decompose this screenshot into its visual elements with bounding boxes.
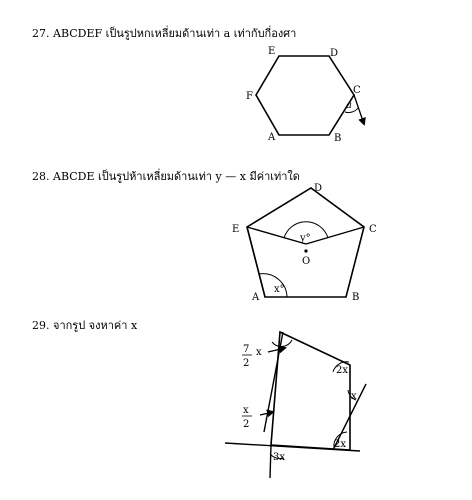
hexagon-figure bbox=[246, 46, 364, 144]
quadrilateral-figure bbox=[225, 332, 366, 478]
segment-ae bbox=[247, 227, 265, 297]
pentagon-figure bbox=[232, 183, 377, 303]
left-bottom-extension bbox=[270, 445, 271, 478]
vertex-label-f: F bbox=[246, 91, 253, 102]
segment-eo bbox=[247, 227, 306, 244]
extension-arrow bbox=[354, 95, 364, 124]
quadrilateral-shape bbox=[271, 332, 350, 450]
angle-label-y: y° bbox=[300, 233, 311, 244]
angle-label-3x: 3x bbox=[273, 452, 286, 463]
vertex-label-b: B bbox=[334, 133, 342, 144]
lower-left-arrow bbox=[260, 412, 273, 415]
hexagon-shape bbox=[256, 56, 354, 135]
vertex-label-e: E bbox=[268, 46, 276, 57]
question-text: ABCDEF เป็นรูปหกเหลี่ยมด้านเท่า a เท่ากับกี่องศา bbox=[53, 27, 297, 40]
vertex-label-e: E bbox=[232, 224, 240, 235]
vertex-label-a: A bbox=[268, 132, 276, 143]
vertex-label-d: D bbox=[330, 48, 339, 59]
angle-label-a: a bbox=[346, 100, 352, 111]
angle-label-x: x° bbox=[274, 284, 285, 295]
question-number: 27. bbox=[32, 27, 50, 40]
fraction-num-7: 7 bbox=[243, 344, 250, 355]
fraction-den-2: 2 bbox=[243, 419, 250, 430]
vertex-label-c: C bbox=[353, 85, 361, 96]
question-number: 29. bbox=[32, 319, 50, 332]
top-left-arrow bbox=[268, 348, 285, 352]
fraction-var-x: x bbox=[256, 347, 262, 358]
vertex-label-d: D bbox=[314, 183, 323, 194]
center-point bbox=[304, 249, 307, 252]
question-text: จากรูป จงหาค่า x bbox=[53, 319, 138, 332]
vertex-label-c: C bbox=[369, 224, 377, 235]
question-text: ABCDE เป็นรูปห้าเหลี่ยมด้านเท่า y — x มีค่าเท่าใด bbox=[53, 170, 300, 183]
vertex-label-a: A bbox=[252, 292, 260, 303]
question-number: 28. bbox=[32, 170, 50, 183]
angle-label-2x-top: 2x bbox=[336, 365, 349, 376]
angle-label-x: x bbox=[351, 391, 357, 402]
segment-co bbox=[306, 227, 364, 244]
fraction-num-x: x bbox=[243, 405, 249, 416]
fraction-den-2: 2 bbox=[243, 358, 250, 369]
center-label-o: O bbox=[302, 256, 311, 267]
angle-label-2x-bottom: 2x bbox=[334, 439, 347, 450]
vertex-label-b: B bbox=[352, 292, 360, 303]
